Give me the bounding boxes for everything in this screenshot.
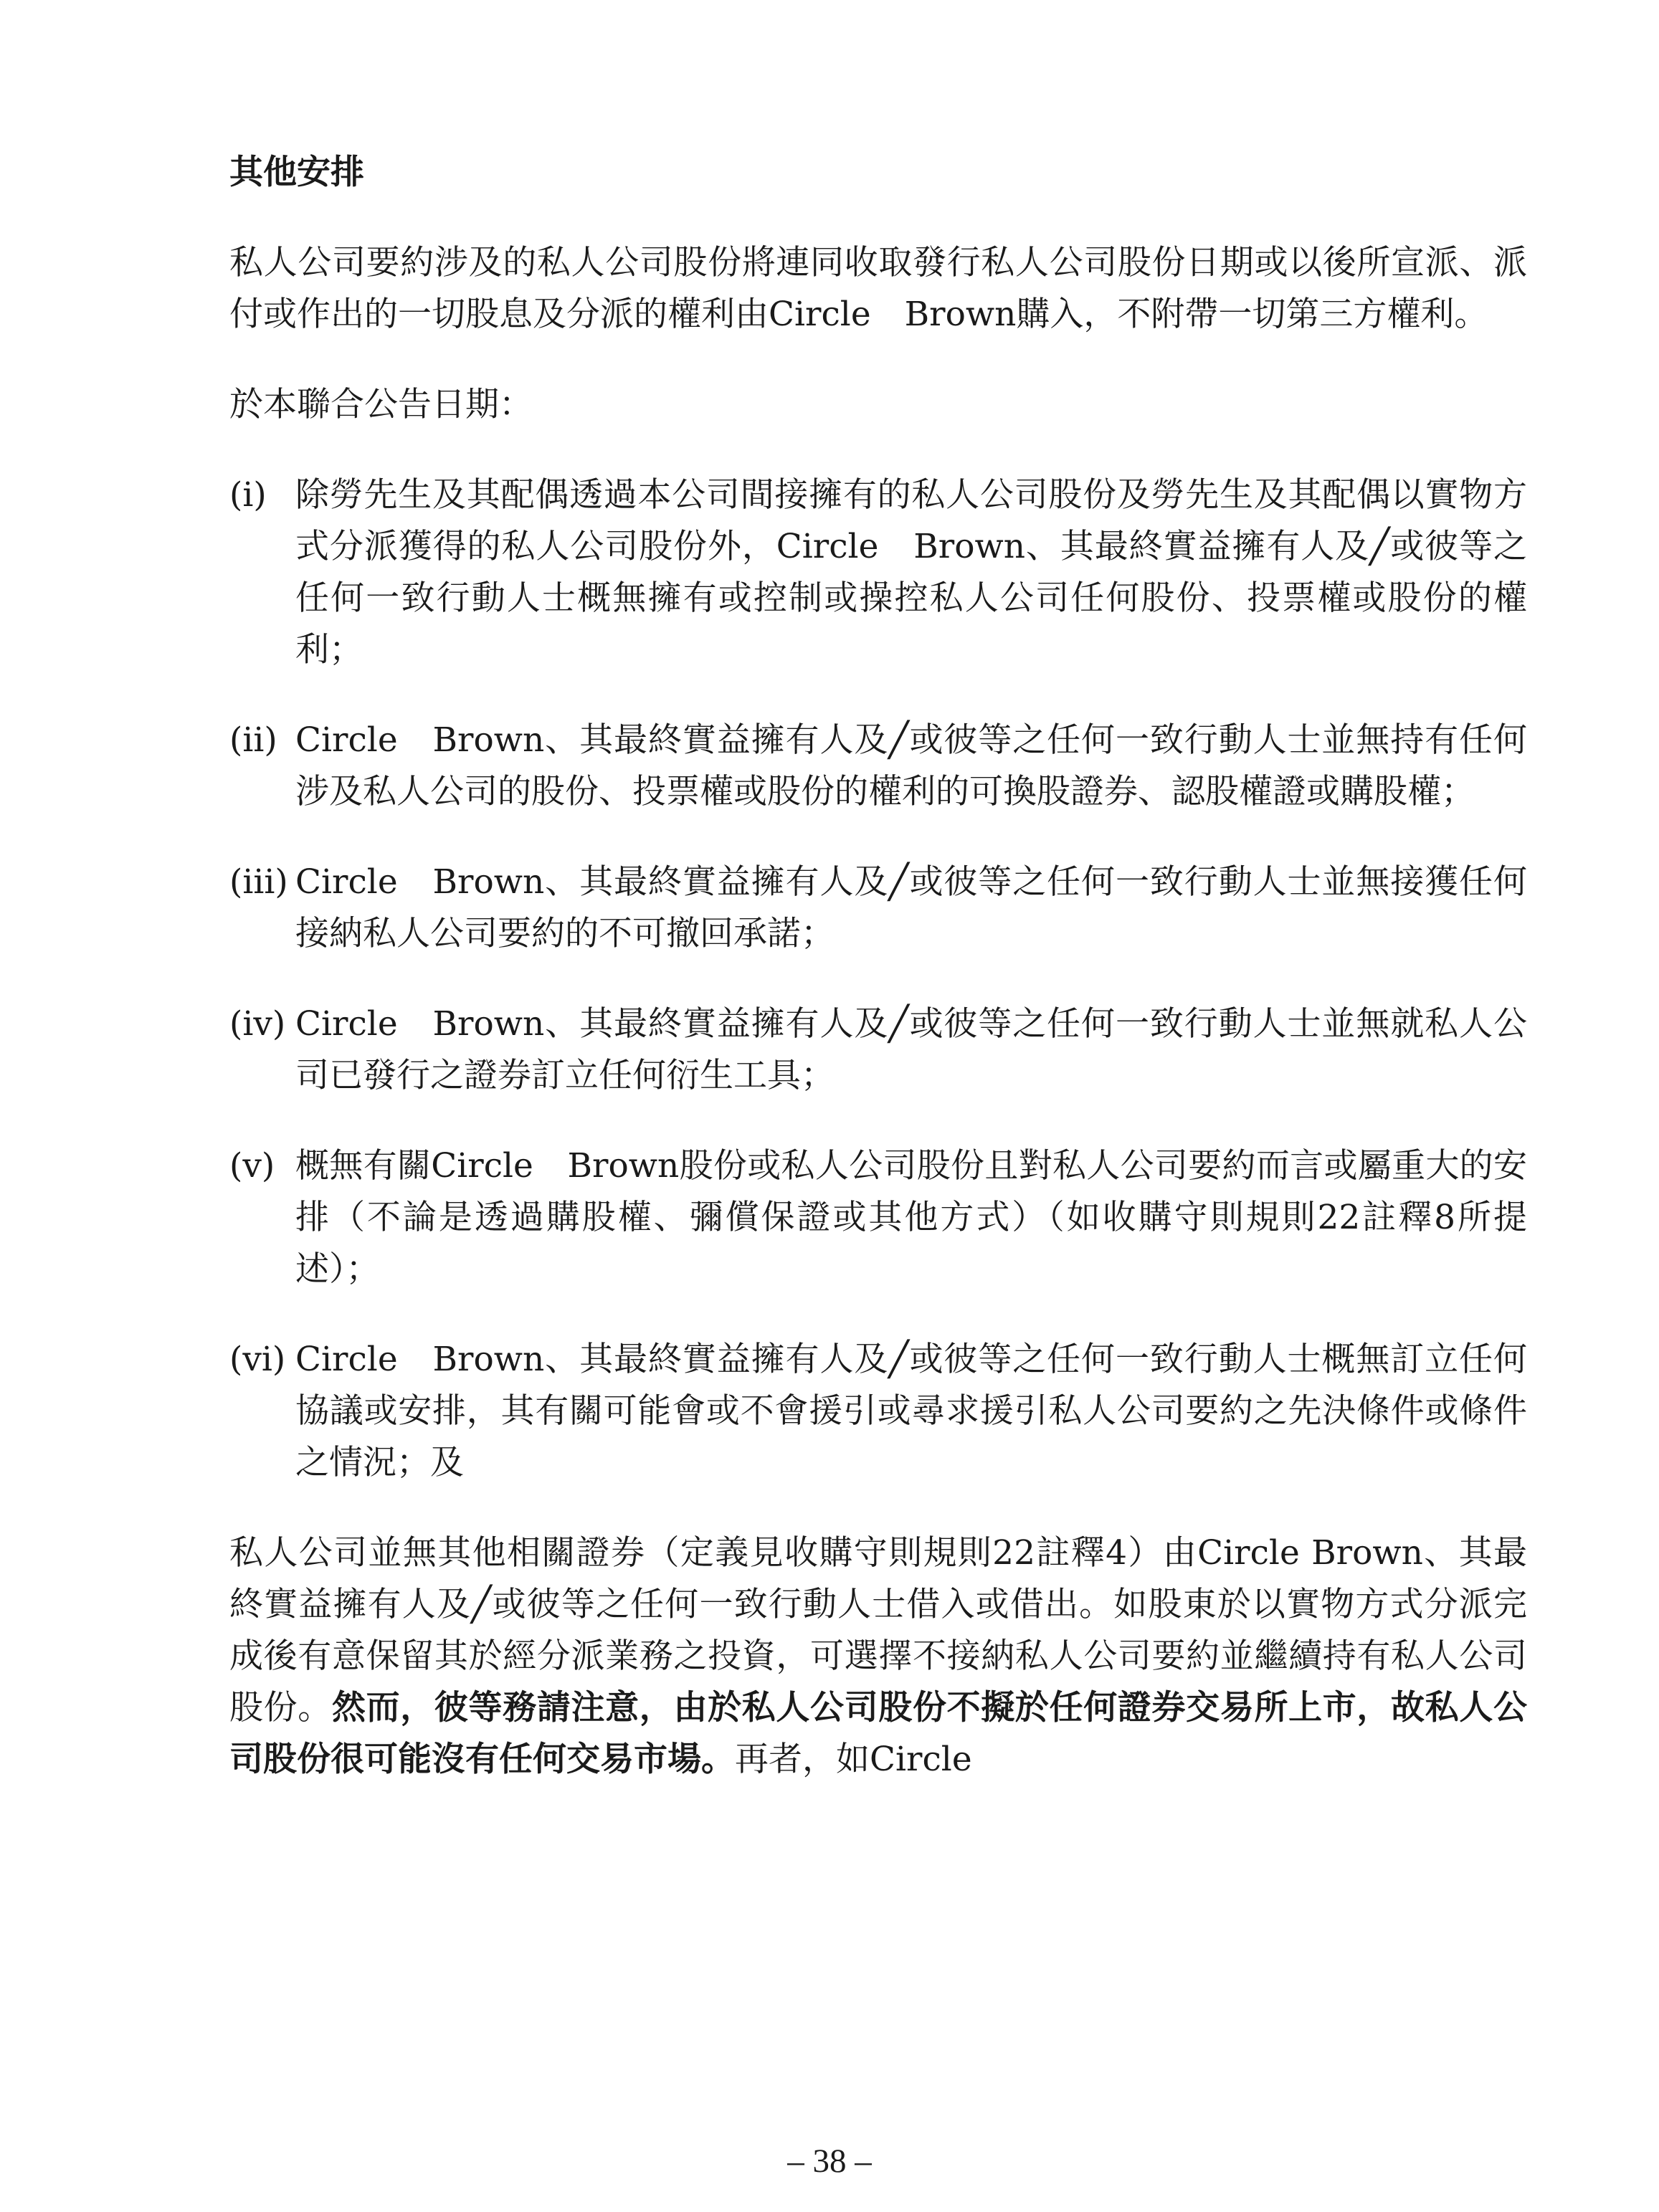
list-item-text: Circle Brown、其最終實益擁有人及╱或彼等之任何一致行動人士概無訂立任何協議或安排，其有關可能會或不會援引或尋求援引私人公司要約之先決條件或條件之情況；及: [295, 1340, 1527, 1482]
list-item-text: Circle Brown、其最終實益擁有人及╱或彼等之任何一致行動人士並無就私人公司已發行之證券訂立任何衍生工具；: [295, 1004, 1527, 1095]
document-body: [229, 147, 1527, 1824]
list-item-text: Circle Brown、其最終實益擁有人及╱或彼等之任何一致行動人士並無持有任何涉及私人公司的股份、投票權或股份的權利的可換股證券、認股權證或購股權；: [295, 720, 1527, 811]
list-item-marker: (i): [229, 475, 267, 515]
date-line: 於本聯合公告日期：: [229, 385, 533, 424]
list-item: [229, 857, 1527, 960]
list-item-text: 概無有關Circle Brown股份或私人公司股份且對私人公司要約而言或屬重大的安排（不論是透過購股權、彌償保證或其他方式）（如收購守則規則22註釋8所提述）；: [295, 1146, 1527, 1289]
intro-paragraph: 私人公司要約涉及的私人公司股份將連同收取發行私人公司股份日期或以後所宣派、派付或作出的一切股息及分派的權利由Circle Brown購入，不附帶一切第三方權利。: [229, 243, 1527, 334]
closing-bold-warning: 然而，彼等務請注意，由於私人公司股份不擬於任何證券交易所上市，故私人公司股份很可能沒有任何交易市場。: [229, 1688, 1528, 1779]
list-item-marker: (v): [229, 1146, 275, 1186]
list-item: [229, 1334, 1527, 1489]
list-item: [229, 715, 1527, 818]
list-item: [229, 469, 1527, 676]
list-item-text: Circle Brown、其最終實益擁有人及╱或彼等之任何一致行動人士並無接獲任何接納私人公司要約的不可撤回承諾；: [295, 862, 1527, 953]
closing-paragraph: [229, 1527, 1527, 1786]
closing-text-start: 私人公司並無其他相關證券（定義見收購守則規則22註釋4）由Circle Brown、其最終實益擁有人及╱或彼等之任何一致行動人士借入或借出。如股東於以實物方式分派完成後有意保留其於經分派業務之投資，可選擇不接納私人公司要約並繼續持有私人公司股份。: [229, 1533, 1527, 1727]
page-number: – 38 –: [787, 2142, 872, 2180]
list-item: [229, 1140, 1527, 1295]
list-item-marker: (iii): [229, 862, 288, 902]
list-item: [229, 998, 1527, 1102]
closing-text-end: 再者，如Circle: [735, 1740, 972, 1779]
list-item-marker: (iv): [229, 1004, 286, 1044]
list-item-marker: (vi): [229, 1340, 286, 1379]
list-item-marker: (ii): [229, 720, 277, 760]
list-item-text: 除勞先生及其配偶透過本公司間接擁有的私人公司股份及勞先生及其配偶以實物方式分派獲得的私人公司股份外，Circle Brown、其最終實益擁有人及╱或彼等之任何一致行動人士概無擁有或控制或操控私人公司任何股份、投票權或股份的權利；: [295, 475, 1527, 669]
section-heading: 其他安排: [229, 153, 364, 192]
